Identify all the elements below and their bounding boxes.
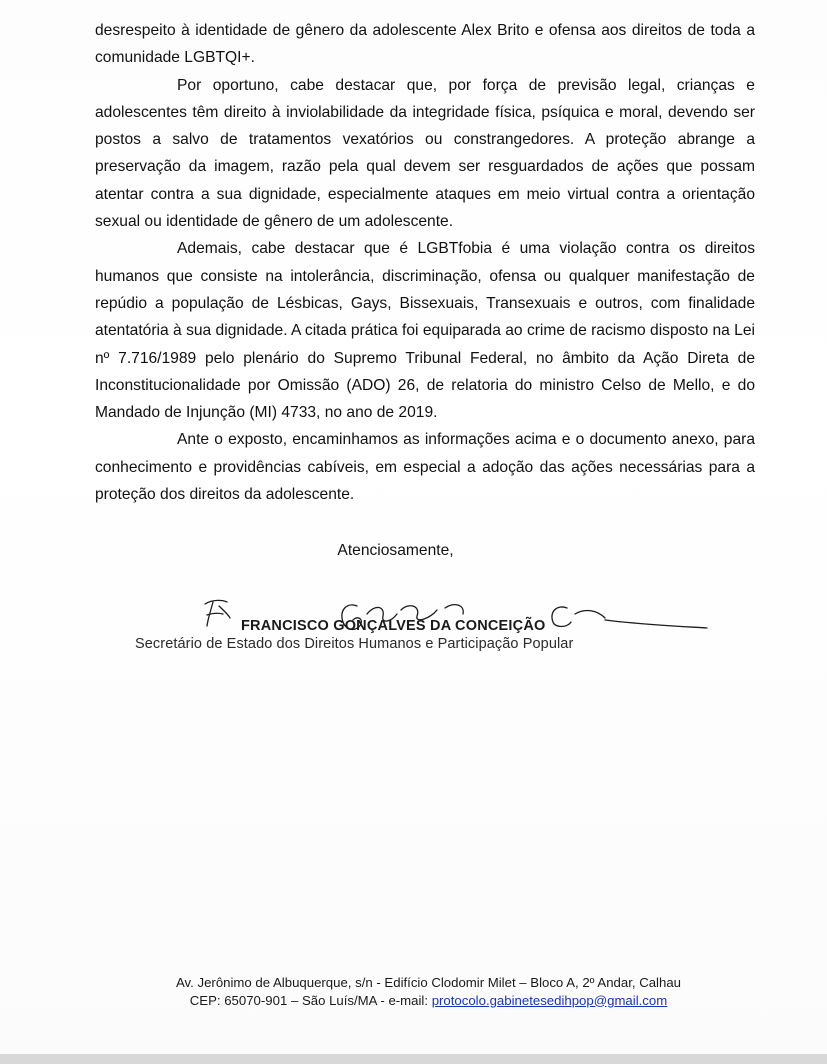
signatory-name: FRANCISCO GONÇALVES DA CONCEIÇÃO bbox=[241, 618, 546, 634]
signature-block bbox=[135, 596, 735, 666]
paragraph-1: desrespeito à identidade de gênero da adolescente Alex Brito e ofensa aos direitos de toda a comunidade LGBTQI+. bbox=[95, 22, 755, 67]
closing-salutation: Atenciosamente, bbox=[337, 542, 454, 559]
footer-email-link[interactable]: protocolo.gabinetesedihpop@gmail.com bbox=[431, 992, 668, 1008]
page-bottom-edge bbox=[0, 1054, 827, 1064]
document-body bbox=[95, 17, 755, 508]
paragraph-3: Ademais, cabe destacar que é LGBTfobia é uma violação contra os direitos humanos que consiste na intolerância, discriminação, ofensa ou qualquer manifestação de repúdio a população de Lésbicas, Gays, Bissexuais, Transexuais e outros, com finalidade atentatória à sua dignidade. A citada prática foi equiparada ao crime de racismo disposto na Lei nº 7.716/1989 pelo plenário do Supremo Tribunal Federal, no âmbito da Ação Direta de Inconstitucionalidade por Omissão (ADO) 26, de relatoria do ministro Celso de Mello, e do Mandado de Injunção (MI) 4733, no ano de 2019. bbox=[95, 240, 755, 422]
footer-address: Av. Jerônimo de Albuquerque, s/n - Edifício Clodomir Milet – Bloco A, 2º Andar, Calhau bbox=[176, 975, 681, 990]
footer-cep: CEP: 65070-901 – São Luís/MA - e-mail: bbox=[189, 992, 432, 1008]
signatory-title: Secretário de Estado dos Direitos Humanos e Participação Popular bbox=[135, 636, 574, 652]
footer-contact bbox=[15, 992, 827, 1010]
paragraph-2: Por oportuno, cabe destacar que, por força de previsão legal, crianças e adolescentes têm direito à inviolabilidade da integridade física, psíquica e moral, devendo ser postos a salvo de tratamentos vexatórios ou constrangedores. A proteção abrange a preservação da imagem, razão pela qual devem ser resguardados de ações que possam atentar contra a sua dignidade, especialmente ataques em meio virtual contra a orientação sexual ou identidade de gênero de um adolescente. bbox=[95, 76, 755, 231]
page-footer bbox=[15, 974, 827, 1009]
paragraph-4: Ante o exposto, encaminhamos as informações acima e o documento anexo, para conhecimento e providências cabíveis, em especial a adoção das ações necessárias para a proteção dos direitos da adolescente. bbox=[95, 431, 755, 504]
